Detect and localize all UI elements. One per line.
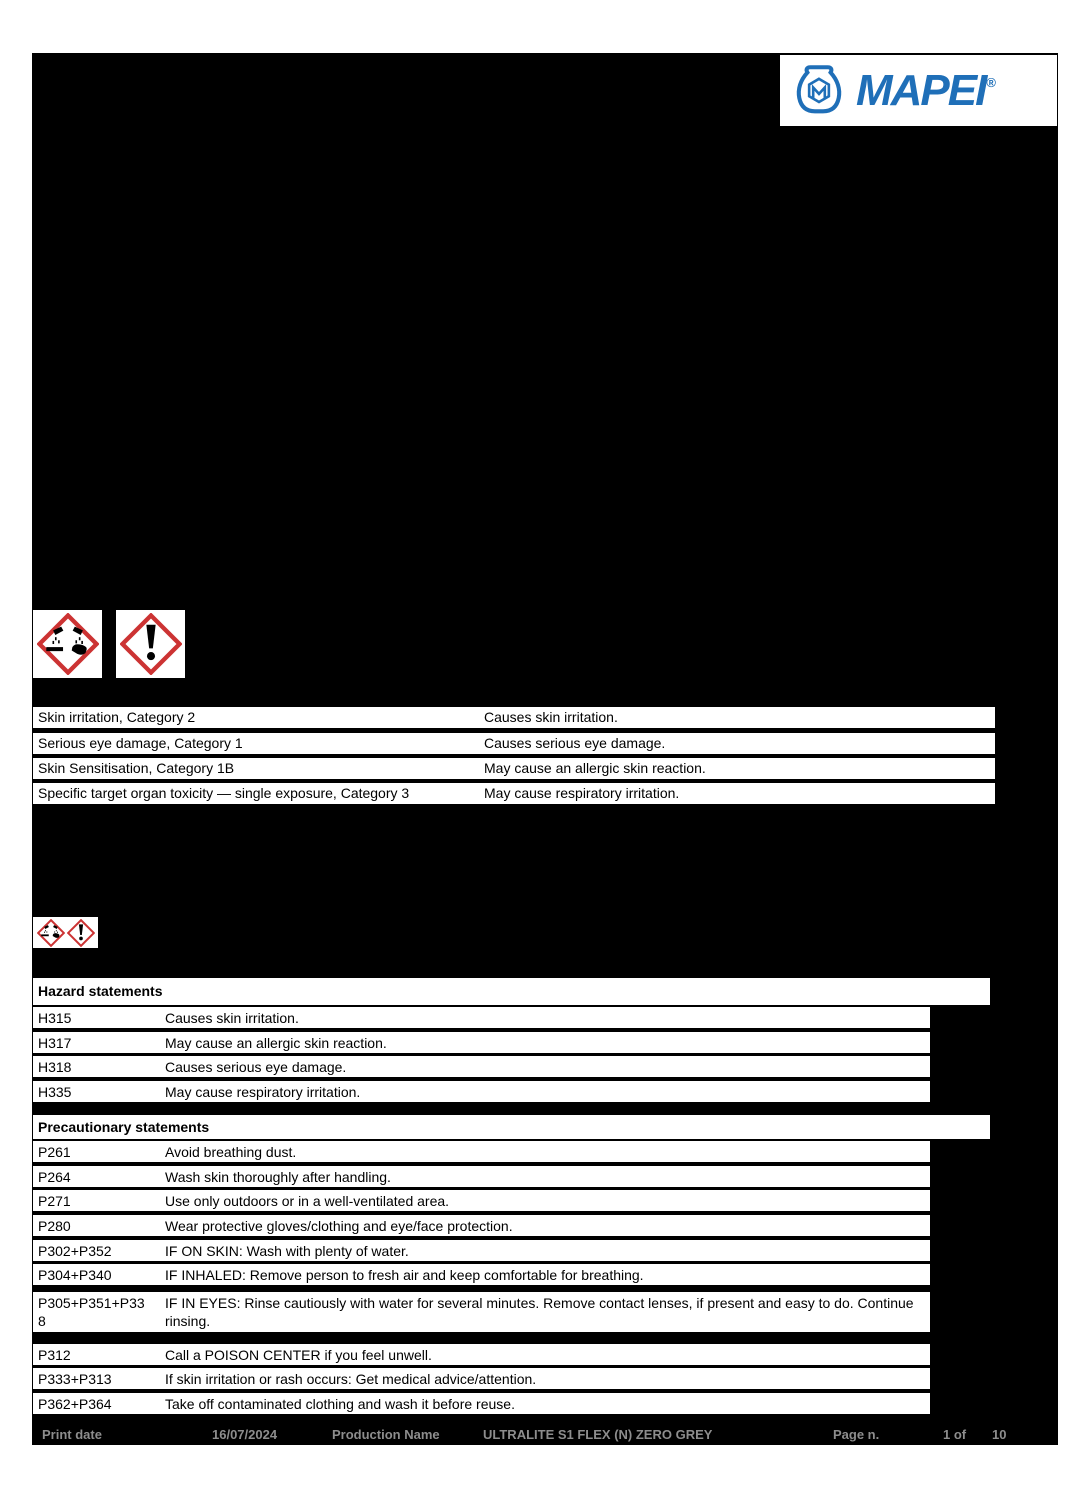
statement-cell: May cause respiratory irritation. — [484, 785, 680, 801]
table-row — [33, 758, 995, 779]
classification-cell: Serious eye damage, Category 1 — [38, 735, 243, 751]
statement-cell: Causes skin irritation. — [484, 709, 618, 725]
hazard-code: H317 — [38, 1035, 72, 1051]
mapei-logo — [780, 55, 1057, 126]
ghs05-corrosion-icon — [33, 610, 102, 678]
precaution-code: P333+P313 — [38, 1371, 112, 1387]
footer-production-name-value: ULTRALITE S1 FLEX (N) ZERO GREY — [483, 1427, 713, 1442]
precaution-code: P362+P364 — [38, 1396, 112, 1412]
table-row — [33, 1344, 930, 1365]
ghs07-exclamation-icon — [116, 610, 185, 678]
precaution-code: P304+P340 — [38, 1267, 112, 1283]
footer-production-name-label: Production Name — [332, 1427, 440, 1442]
table-row — [33, 1215, 930, 1236]
table-row — [33, 1190, 930, 1211]
table-row — [33, 783, 995, 804]
table-row — [33, 1264, 930, 1285]
classification-cell: Skin irritation, Category 2 — [38, 709, 196, 725]
classification-cell: Specific target organ toxicity — single exposure, Category 3 — [38, 785, 410, 801]
precaution-text: Wear protective gloves/clothing and eye/face protection. — [165, 1218, 513, 1234]
registered-mark: ® — [986, 74, 996, 90]
precaution-text: Take off contaminated clothing and wash it before reuse. — [165, 1396, 515, 1412]
mapei-drum-icon — [790, 60, 848, 122]
precaution-code: P280 — [38, 1218, 71, 1234]
hazard-code: H318 — [38, 1059, 72, 1075]
footer-print-date-value: 16/07/2024 — [212, 1427, 278, 1442]
table-row — [33, 1081, 930, 1102]
hazard-text: Causes serious eye damage. — [165, 1059, 347, 1075]
table-row — [33, 1141, 930, 1162]
table-row — [33, 1292, 930, 1332]
footer-page-total: 10 — [992, 1427, 1007, 1442]
precaution-text: If skin irritation or rash occurs: Get medical advice/attention. — [165, 1371, 537, 1387]
hazard-text: May cause an allergic skin reaction. — [165, 1035, 387, 1051]
precaution-code: P302+P352 — [38, 1243, 112, 1259]
table-row — [33, 1056, 930, 1077]
footer-page-current: 1 of — [943, 1427, 967, 1442]
precautionary-statements-header: Precautionary statements — [33, 1115, 990, 1139]
precaution-code: P271 — [38, 1193, 71, 1209]
precaution-text: IF IN EYES: Rinse cautiously with water for several minutes. Remove contact lenses, if present and easy to do. Continue rinsing. — [165, 1295, 914, 1329]
footer-print-date-label: Print date — [42, 1427, 102, 1442]
precaution-text: IF INHALED: Remove person to fresh air and keep comfortable for breathing. — [165, 1267, 644, 1283]
precaution-code: P261 — [38, 1144, 71, 1160]
precaution-text: Wash skin thoroughly after handling. — [165, 1169, 391, 1185]
hazard-text: Causes skin irritation. — [165, 1010, 299, 1026]
table-row — [33, 1368, 930, 1389]
table-row — [33, 1032, 930, 1053]
ghs05-corrosion-icon — [37, 919, 65, 947]
precaution-text: Call a POISON CENTER if you feel unwell. — [165, 1347, 432, 1363]
precaution-code: P305+P351+P338 — [38, 1295, 145, 1329]
footer-page-label: Page n. — [833, 1427, 880, 1442]
table-row — [33, 707, 995, 728]
table-row — [33, 1240, 930, 1261]
hazard-text: May cause respiratory irritation. — [165, 1084, 361, 1100]
brand-wordmark: MAPEI® — [856, 65, 996, 115]
ghs-pictograms-small — [33, 917, 98, 948]
precaution-text: Use only outdoors or in a well-ventilated area. — [165, 1193, 450, 1209]
precaution-text: IF ON SKIN: Wash with plenty of water. — [165, 1243, 409, 1259]
hazard-statements-header: Hazard statements — [33, 978, 990, 1005]
hazard-code: H335 — [38, 1084, 72, 1100]
statement-cell: May cause an allergic skin reaction. — [484, 760, 706, 776]
statement-cell: Causes serious eye damage. — [484, 735, 666, 751]
hazard-code: H315 — [38, 1010, 72, 1026]
precaution-text: Avoid breathing dust. — [165, 1144, 297, 1160]
ghs07-exclamation-icon — [67, 919, 95, 947]
table-row — [33, 1393, 930, 1414]
table-row — [33, 733, 995, 754]
precaution-code: P264 — [38, 1169, 71, 1185]
table-row — [33, 1166, 930, 1187]
classification-cell: Skin Sensitisation, Category 1B — [38, 760, 235, 776]
table-row — [33, 1007, 930, 1028]
precaution-code: P312 — [38, 1347, 71, 1363]
